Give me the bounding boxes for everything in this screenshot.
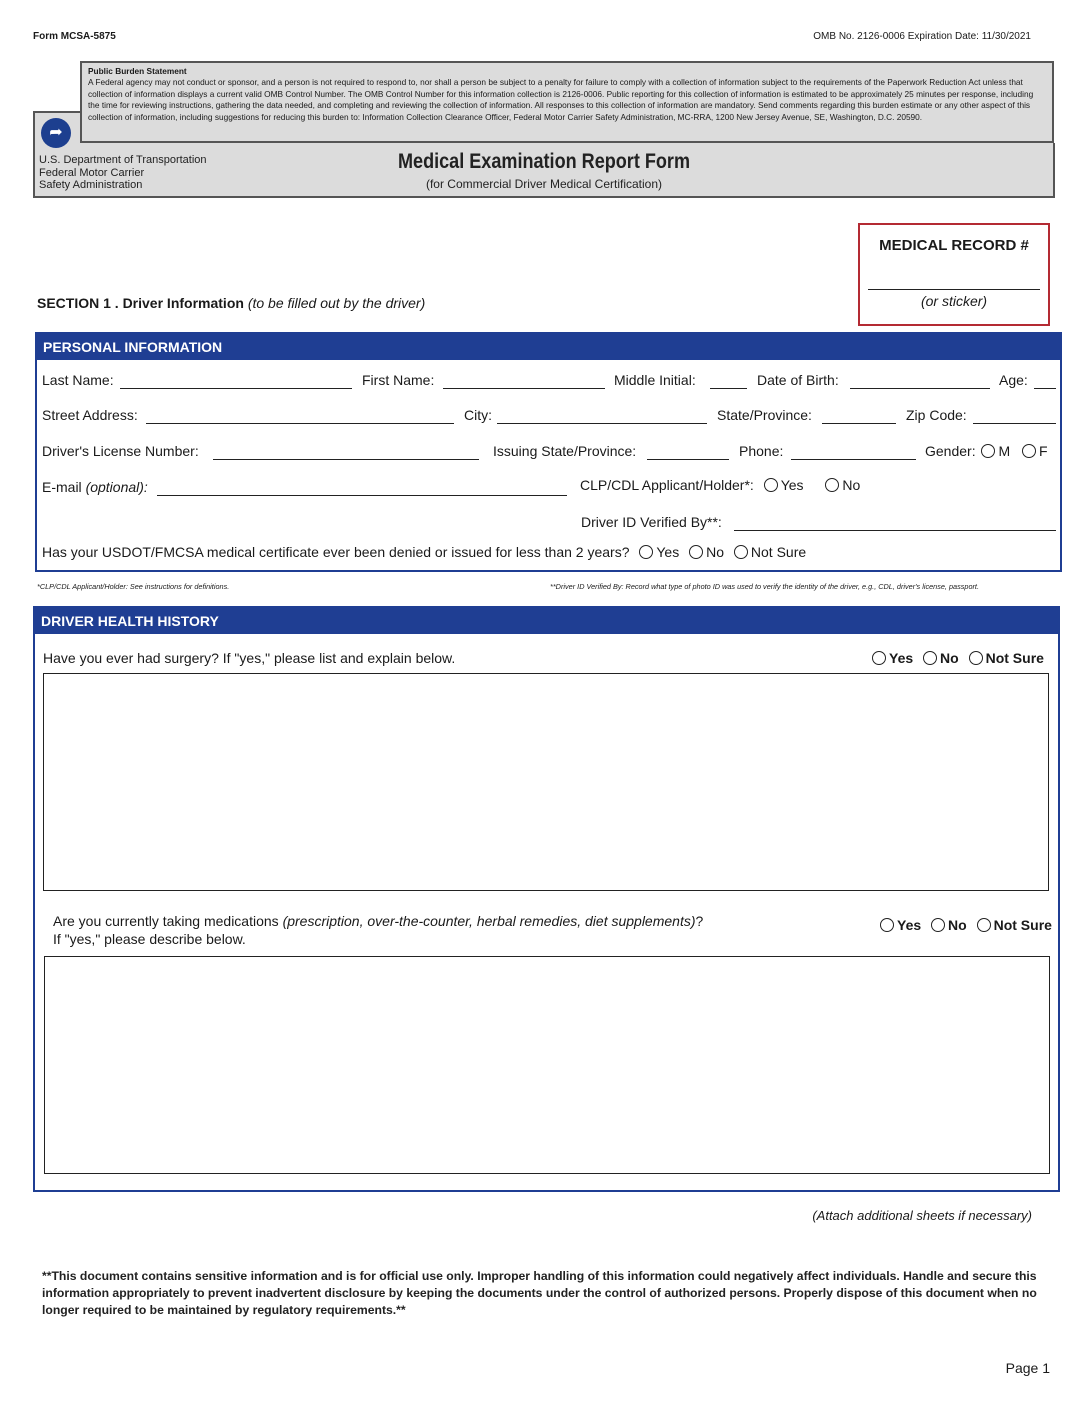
clp-yes-label: Yes bbox=[780, 477, 804, 493]
medical-record-label: MEDICAL RECORD # bbox=[879, 237, 1029, 254]
form-subtitle: (for Commercial Driver Medical Certification) bbox=[425, 177, 663, 191]
surgery-yes-label: Yes bbox=[889, 650, 914, 666]
license-label: Driver's License Number: bbox=[42, 443, 199, 459]
meds-not-sure-label: Not Sure bbox=[993, 917, 1052, 933]
denied-question: Has your USDOT/FMCSA medical certificate ever been denied or issued for less than 2 years? bbox=[42, 544, 630, 560]
section-1-label: SECTION 1 . Driver Information bbox=[37, 295, 244, 311]
middle-initial-label: Middle Initial: bbox=[614, 372, 696, 388]
issuing-state-label: Issuing State/Province: bbox=[493, 443, 637, 459]
license-field[interactable] bbox=[213, 459, 479, 460]
surgery-not-sure-radio[interactable] bbox=[969, 651, 983, 665]
omb-number: OMB No. 2126-0006 Expiration Date: 11/30/2021 bbox=[813, 31, 1031, 42]
driver-id-label: Driver ID Verified By**: bbox=[581, 514, 722, 530]
gender-f-label: F bbox=[1039, 443, 1048, 459]
email-label: E-mail bbox=[42, 479, 82, 495]
medical-record-field[interactable] bbox=[868, 289, 1040, 290]
medications-describe: If "yes," please describe below. bbox=[53, 931, 246, 947]
dob-label: Date of Birth: bbox=[757, 372, 839, 388]
form-title: Medical Examination Report Form bbox=[397, 150, 691, 173]
health-history-header: DRIVER HEALTH HISTORY bbox=[35, 608, 1058, 634]
gender-f-radio[interactable] bbox=[1022, 444, 1036, 458]
age-field[interactable] bbox=[1034, 388, 1056, 389]
email-optional: (optional): bbox=[85, 479, 148, 495]
city-field[interactable] bbox=[497, 423, 707, 424]
zip-field[interactable] bbox=[973, 423, 1056, 424]
section-1-heading bbox=[37, 295, 425, 311]
meds-no-label: No bbox=[948, 917, 967, 933]
driver-id-footnote: **Driver ID Verified By: Record what type of photo ID was used to verify the identity of the driver, e.g., CDL, driver's license, passport. bbox=[550, 582, 979, 591]
middle-initial-field[interactable] bbox=[710, 388, 747, 389]
meds-no-radio[interactable] bbox=[931, 918, 945, 932]
denied-yes-label: Yes bbox=[656, 544, 680, 560]
dot-logo-icon: ➦ bbox=[41, 118, 71, 148]
gender-m-label: M bbox=[998, 443, 1011, 459]
last-name-field[interactable] bbox=[120, 388, 352, 389]
medications-question-text: Are you currently taking medications bbox=[53, 913, 279, 929]
denied-no-label: No bbox=[706, 544, 725, 560]
state-label: State/Province: bbox=[717, 407, 812, 423]
medications-question-mark: ? bbox=[695, 913, 704, 929]
city-label: City: bbox=[464, 407, 492, 423]
state-field[interactable] bbox=[822, 423, 896, 424]
surgery-yes-radio[interactable] bbox=[872, 651, 886, 665]
form-number: Form MCSA-5875 bbox=[33, 31, 116, 42]
clp-group bbox=[580, 477, 860, 493]
surgery-not-sure-label: Not Sure bbox=[985, 650, 1044, 666]
surgery-no-label: No bbox=[940, 650, 959, 666]
last-name-label: Last Name: bbox=[42, 372, 114, 388]
meds-not-sure-radio[interactable] bbox=[977, 918, 991, 932]
medications-examples: (prescription, over-the-counter, herbal remedies, diet supplements) bbox=[282, 913, 696, 929]
clp-label: CLP/CDL Applicant/Holder*: bbox=[580, 477, 754, 493]
gender-label: Gender: bbox=[925, 443, 976, 459]
surgery-textarea[interactable] bbox=[43, 673, 1049, 891]
burden-statement bbox=[80, 61, 1054, 143]
personal-info-header: PERSONAL INFORMATION bbox=[37, 334, 1060, 360]
phone-field[interactable] bbox=[791, 459, 916, 460]
denied-question-group bbox=[42, 544, 806, 560]
clp-no-label: No bbox=[842, 477, 861, 493]
phone-label: Phone: bbox=[739, 443, 784, 459]
medications-question bbox=[53, 913, 703, 929]
medications-options bbox=[880, 917, 1052, 933]
sensitive-notice: **This document contains sensitive information and is for official use only. Improper handling of this information could negatively affect individuals. Handle and secure this information appropriately to prevent inadvertent disclosure by keeping the documents under the control of authorized persons. Properly dispose of this document when no longer required to be maintained by regulatory requirements.** bbox=[42, 1269, 1037, 1317]
issuing-state-field[interactable] bbox=[647, 459, 729, 460]
sticker-note: (or sticker) bbox=[920, 293, 988, 309]
agency-line-3: Safety Administration bbox=[39, 179, 143, 191]
page-number: Page 1 bbox=[1005, 1360, 1050, 1376]
surgery-question: Have you ever had surgery? If "yes," please list and explain below. bbox=[43, 650, 456, 666]
clp-footnote: *CLP/CDL Applicant/Holder: See instructions for definitions. bbox=[37, 582, 230, 591]
zip-label: Zip Code: bbox=[906, 407, 967, 423]
age-label: Age: bbox=[999, 372, 1028, 388]
clp-no-radio[interactable] bbox=[825, 478, 839, 492]
meds-yes-radio[interactable] bbox=[880, 918, 894, 932]
email-label-group bbox=[42, 479, 148, 495]
gender-m-radio[interactable] bbox=[981, 444, 995, 458]
burden-text: A Federal agency may not conduct or sponsor, and a person is not required to respond to, nor shall a person be subject to a penalty for failure to comply with a collection of information subject to the requirements of the Paperwork Reduction Act unless that collection of information displays a current valid OMB Control Number. The OMB Control Number for this information collection is 2126-0006. Public reporting for this collection of information is estimated to be approximately 25 minutes per response, including the time for reviewing instructions, gathering the data needed, and completing and reviewing the collection of information. All responses to this collection of information are mandatory. Send comments regarding this burden estimate or any other aspect of this collection of information, including suggestions for reducing this burden to: Information Collection Clearance Officer, Federal Motor Carrier Safety Administration, MC-RRA, 1200 New Jersey Avenue, SE, Washington, D.C. 20590. bbox=[88, 77, 1034, 122]
burden-title: Public Burden Statement bbox=[88, 66, 187, 76]
street-field[interactable] bbox=[146, 423, 454, 424]
dob-field[interactable] bbox=[850, 388, 990, 389]
medical-record-box bbox=[858, 223, 1050, 326]
surgery-options bbox=[872, 650, 1044, 666]
agency-name bbox=[39, 154, 207, 192]
attach-note: (Attach additional sheets if necessary) bbox=[812, 1208, 1032, 1223]
clp-yes-radio[interactable] bbox=[764, 478, 778, 492]
street-label: Street Address: bbox=[42, 407, 138, 423]
gender-group bbox=[925, 443, 1048, 459]
email-field[interactable] bbox=[157, 495, 567, 496]
agency-line-1: U.S. Department of Transportation bbox=[39, 154, 207, 166]
denied-not-sure-radio[interactable] bbox=[734, 545, 748, 559]
agency-line-2: Federal Motor Carrier bbox=[39, 166, 145, 179]
meds-yes-label: Yes bbox=[897, 917, 922, 933]
denied-not-sure-label: Not Sure bbox=[750, 544, 807, 560]
first-name-label: First Name: bbox=[362, 372, 435, 388]
first-name-field[interactable] bbox=[443, 388, 605, 389]
denied-no-radio[interactable] bbox=[689, 545, 703, 559]
surgery-no-radio[interactable] bbox=[923, 651, 937, 665]
driver-id-field[interactable] bbox=[734, 530, 1056, 531]
medications-textarea[interactable] bbox=[44, 956, 1050, 1174]
section-1-note: (to be filled out by the driver) bbox=[247, 295, 426, 311]
denied-yes-radio[interactable] bbox=[639, 545, 653, 559]
